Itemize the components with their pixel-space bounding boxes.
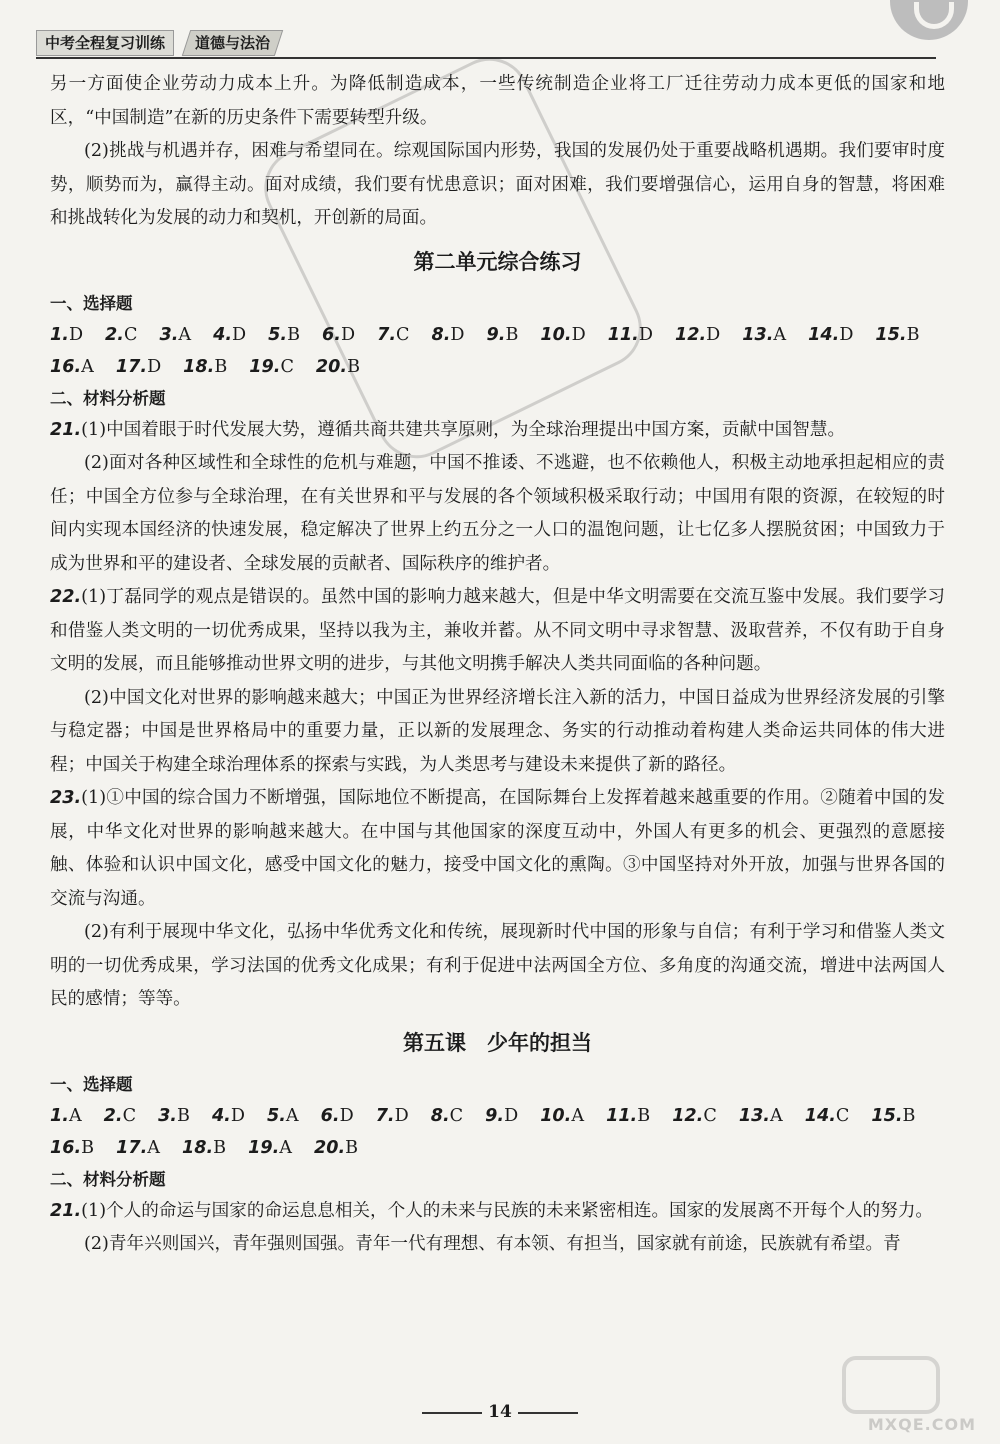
answer-item — [50, 1100, 82, 1132]
answer-letter: B — [214, 356, 228, 377]
answer-item — [675, 319, 720, 351]
answer-number: 9. — [486, 324, 506, 345]
answer-number: 19. — [249, 356, 281, 377]
answer-letter: D — [638, 324, 653, 345]
answer-number: 2. — [105, 324, 124, 345]
answer-letter: A — [147, 1137, 160, 1158]
answer-letter: C — [280, 356, 294, 377]
answer-item — [158, 1100, 190, 1132]
answer-item — [321, 1100, 354, 1132]
answer-letter: D — [232, 324, 247, 345]
answer-letter: A — [770, 1105, 783, 1126]
answer-letter: D — [571, 324, 586, 345]
answer-number: 4. — [213, 324, 233, 345]
answer-number: 15. — [871, 1105, 903, 1126]
answer-letter: B — [637, 1105, 651, 1126]
unit2-answers-row-1 — [50, 319, 945, 351]
answer-number: 14. — [804, 1105, 836, 1126]
book-title: 中考全程复习训练 — [36, 30, 174, 56]
answer-number: 9. — [485, 1105, 505, 1126]
answer-number: 1. — [50, 1105, 69, 1126]
answer-item — [487, 319, 519, 351]
answer-item — [248, 1132, 292, 1164]
question-number: 22. — [50, 587, 82, 607]
unit2-choice-heading: 一、选择题 — [50, 293, 133, 313]
answer-number: 17. — [115, 356, 148, 377]
lesson5-material-heading: 二、材料分析题 — [50, 1169, 166, 1189]
answer-number: 3. — [159, 324, 179, 345]
answer-letter: C — [122, 1105, 137, 1126]
answer-text: (1)①中国的综合国力不断增强，国际地位不断提高，在国际舞台上发挥着越来越重要的作用。②随着中国的发展，中华文化对世界的影响越来越大。在中国与其他国家的深度互动中，外国人有更多的机会、更强烈的意愿接触、体验和认识中国文化，感受中国文化的魅力，接受中国文化的熏陶。③中国坚持对外开放，加强与世界各国的交流与沟通。 — [50, 788, 945, 909]
question-number: 21. — [50, 419, 82, 440]
answer-number: 10. — [540, 324, 572, 345]
answer-item — [316, 351, 360, 383]
answer-number: 12. — [674, 324, 707, 345]
answer-letter: D — [839, 324, 854, 345]
answer-number: 10. — [540, 1105, 572, 1126]
answer-text: (1)中国着眼于时代发展大势，遵循共商共建共享原则，为全球治理提出中国方案，贡献中国智慧。 — [81, 419, 846, 440]
answer-item — [182, 1132, 226, 1164]
answer-text: (1)个人的命运与国家的命运息息相关，个人的未来与民族的未来紧密相连。国家的发展离不开每个人的努力。 — [81, 1200, 934, 1221]
answer-number: 6. — [322, 324, 341, 345]
answer-item — [540, 1100, 584, 1132]
answer-item — [249, 351, 294, 383]
answer-item — [50, 1132, 94, 1164]
unit2-q21-part1 — [50, 414, 945, 448]
answer-number: 5. — [268, 324, 288, 345]
answer-item — [268, 319, 300, 351]
question-number: 23. — [50, 788, 82, 808]
answer-number: 3. — [158, 1105, 177, 1126]
answer-item — [314, 1132, 358, 1164]
lesson5-q21-part2: (2)青年兴则国兴，青年强则国强。青年一代有理想、有本领、有担当，国家就有前途，民族就有希望。青 — [84, 1234, 901, 1254]
watermark-text: MXQE.COM — [867, 1415, 976, 1434]
lesson5-choice-heading: 一、选择题 — [50, 1074, 133, 1094]
unit2-answers-row-2 — [50, 351, 945, 383]
answer-letter: D — [394, 1105, 409, 1126]
answer-item — [116, 351, 161, 383]
unit2-material-heading: 二、材料分析题 — [50, 388, 166, 408]
answer-letter: D — [706, 324, 721, 345]
answer-letter: C — [396, 324, 410, 345]
answer-item — [322, 319, 355, 351]
site-watermark — [790, 1356, 980, 1436]
question-number: 21. — [50, 1200, 82, 1221]
footer-ornament-right — [518, 1412, 578, 1414]
answer-number: 11. — [607, 324, 639, 345]
unit2-q23-part1 — [50, 782, 945, 916]
answer-letter: D — [68, 324, 84, 345]
answer-number: 1. — [50, 324, 69, 345]
unit2-title: 第二单元综合练习 — [413, 249, 582, 274]
answer-item — [267, 1100, 299, 1132]
answer-letter: C — [835, 1105, 850, 1126]
answer-item — [50, 319, 83, 351]
footer-ornament-left — [422, 1412, 482, 1414]
answer-number: 12. — [672, 1105, 704, 1126]
lesson5-q21-part1 — [50, 1195, 945, 1229]
answer-number: 18. — [183, 356, 215, 377]
answer-number: 6. — [320, 1105, 340, 1126]
answer-letter: B — [177, 1105, 190, 1126]
answer-letter: B — [81, 1137, 95, 1158]
unit2-q22-part2: (2)中国文化对世界的影响越来越大；中国正为世界经济增长注入新的活力，中国日益成为世界经济发展的引擎与稳定器；中国是世界格局中的重要力量，正以新的发展理念、务实的行动推动着构建人类命运共同体的伟大进程；中国关于构建全球治理体系的探索与实践，为人类思考与建设未来提供了新的路径。 — [50, 687, 945, 775]
answer-number: 17. — [116, 1137, 148, 1158]
answer-letter: B — [505, 324, 519, 345]
answer-number: 20. — [314, 1137, 346, 1158]
answer-letter: C — [703, 1105, 717, 1126]
answer-letter: D — [339, 1105, 354, 1126]
answer-letter: D — [450, 324, 465, 345]
answer-item — [431, 319, 464, 351]
answer-number: 16. — [50, 1137, 82, 1158]
answer-item — [104, 1100, 136, 1132]
answer-item — [672, 1100, 717, 1132]
answer-item — [540, 319, 585, 351]
answer-number: 13. — [738, 1105, 770, 1126]
answer-number: 8. — [431, 324, 451, 345]
answer-number: 4. — [211, 1105, 231, 1126]
answer-item — [159, 319, 191, 351]
answer-item — [50, 351, 94, 383]
intro-paragraph-2: (2)挑战与机遇并存，困难与希望同在。综观国际国内形势，我国的发展仍处于重要战略机遇期。我们要审时度势，顺势而为，赢得主动。面对成绩，我们要有忧患意识；面对困难，我们要增强信心，运用自身的智慧，将困难和挑战转化为发展的动力和契机，开创新的局面。 — [50, 141, 945, 228]
answer-item — [606, 1100, 650, 1132]
answer-item — [431, 1100, 463, 1132]
answer-item — [871, 1100, 915, 1132]
unit2-q23-part2: (2)有利于展现中华文化，弘扬中华优秀文化和传统，展现新时代中国的形象与自信；有利于学习和借鉴人类文明的一切优秀成果，学习法国的优秀文化成果；有利于促进中法两国全方位、多角度的沟通交流，增进中法两国人民的感情；等等。 — [50, 922, 945, 1009]
header-rule — [36, 57, 936, 59]
lesson5-answers-row-2 — [50, 1132, 945, 1164]
unit2-q22-part1 — [50, 581, 945, 682]
answer-item — [105, 319, 137, 351]
answer-letter: A — [68, 1105, 82, 1126]
answer-letter: B — [347, 356, 361, 377]
answer-letter: A — [178, 324, 192, 345]
answer-number: 18. — [182, 1137, 214, 1158]
answer-letter: B — [287, 324, 301, 345]
answer-letter: D — [504, 1105, 519, 1126]
lesson5-title: 第五课 少年的担当 — [403, 1030, 592, 1055]
subject-text: 道德与法治 — [195, 34, 271, 52]
page-header — [36, 30, 936, 60]
answer-number: 14. — [808, 324, 840, 345]
answer-item — [485, 1100, 518, 1132]
answer-letter: B — [213, 1137, 227, 1158]
answer-item — [805, 1100, 850, 1132]
answer-text: (1)丁磊同学的观点是错误的。虽然中国的影响力越来越大，但是中华文明需要在交流互鉴中发展。我们要学习和借鉴人类文明的一切优秀成果，坚持以我为主，兼收并蓄。从不同文明中寻求智慧、汲取营养，不仅有助于自身文明的发展，而且能够推动世界文明的进步，与其他文明携手解决人类共同面临的各种问题。 — [50, 587, 945, 674]
answer-number: 13. — [742, 324, 774, 345]
intro-paragraph-1: 另一方面使企业劳动力成本上升。为降低制造成本，一些传统制造企业将工厂迁往劳动力成本更低的国家和地区，“中国制造”在新的历史条件下需要转型升级。 — [50, 74, 945, 128]
answer-letter: B — [345, 1137, 359, 1158]
answer-letter: C — [123, 324, 138, 345]
answer-item — [377, 319, 409, 351]
answer-number: 8. — [430, 1105, 450, 1126]
answer-item — [376, 1100, 409, 1132]
answer-item — [875, 319, 919, 351]
answer-number: 20. — [315, 356, 348, 377]
unit2-q21-part2: (2)面对各种区域性和全球性的危机与难题，中国不推诿、不逃避，也不依赖他人，积极主动地承担起相应的责任；中国全方位参与全球治理，在有关世界和平与发展的各个领域积极采取行动；中国用有限的资源，在较短的时间内实现本国经济的快速发展，稳定解决了世界上约五分之一人口的温饱问题，让七亿多人摆脱贫困；中国致力于成为世界和平的建设者、全球发展的贡献者、国际秩序的维护者。 — [50, 453, 945, 574]
answer-number: 16. — [50, 356, 82, 377]
answer-number: 7. — [377, 324, 397, 345]
answer-item — [213, 319, 246, 351]
subject-label — [182, 30, 283, 56]
answer-letter: A — [571, 1105, 585, 1126]
answer-item — [608, 319, 653, 351]
answer-letter: A — [773, 324, 787, 345]
answer-letter: D — [230, 1105, 245, 1126]
answer-number: 5. — [266, 1105, 286, 1126]
answer-letter: D — [340, 324, 356, 345]
watermark-logo-icon — [842, 1356, 940, 1414]
answer-item — [212, 1100, 245, 1132]
page-number: 14 — [488, 1402, 512, 1422]
answer-number: 2. — [103, 1105, 123, 1126]
answer-item — [739, 1100, 783, 1132]
answer-item — [742, 319, 786, 351]
answer-letter: A — [81, 356, 94, 377]
answer-number: 19. — [248, 1137, 280, 1158]
answer-letter: B — [906, 324, 920, 345]
lesson5-answers-row-1 — [50, 1100, 945, 1132]
answer-number: 15. — [875, 324, 907, 345]
answer-number: 11. — [606, 1105, 638, 1126]
answer-item — [116, 1132, 160, 1164]
page-content — [50, 68, 945, 1262]
answer-letter: B — [902, 1105, 916, 1126]
answer-number: 7. — [375, 1105, 395, 1126]
answer-letter: A — [285, 1105, 299, 1126]
answer-item — [808, 319, 853, 351]
answer-letter: C — [449, 1105, 464, 1126]
answer-letter: A — [279, 1137, 292, 1158]
answer-letter: D — [147, 356, 162, 377]
answer-item — [183, 351, 227, 383]
